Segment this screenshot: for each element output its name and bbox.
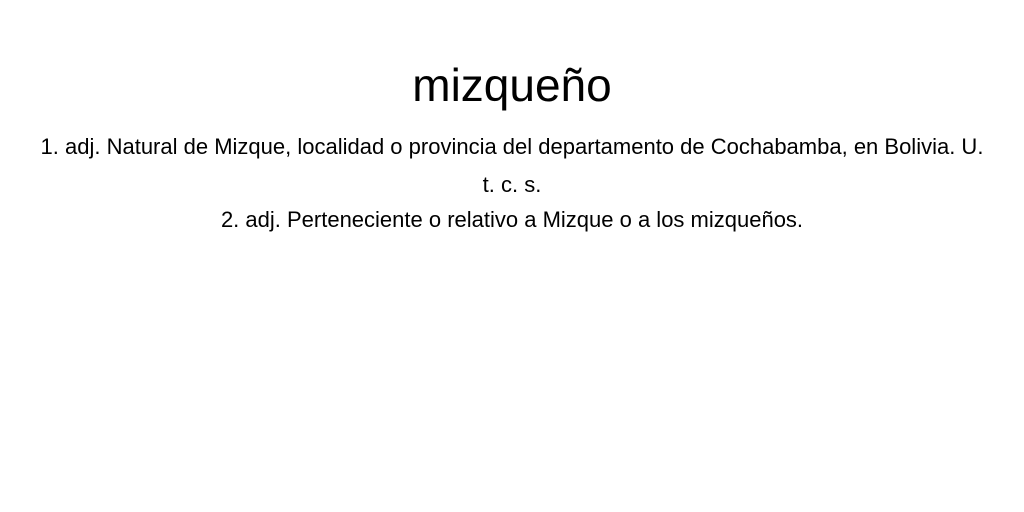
definitions-list xyxy=(40,128,984,234)
entry-headword: mizqueño xyxy=(412,59,612,111)
definition-2: 2. adj. Perteneciente o relativo a Mizque o a los mizqueños. xyxy=(220,207,804,232)
definition-1: 1. adj. Natural de Mizque, localidad o provincia del departamento de Cochabamba, en Bolivia. U. t. c. s. xyxy=(40,134,984,197)
